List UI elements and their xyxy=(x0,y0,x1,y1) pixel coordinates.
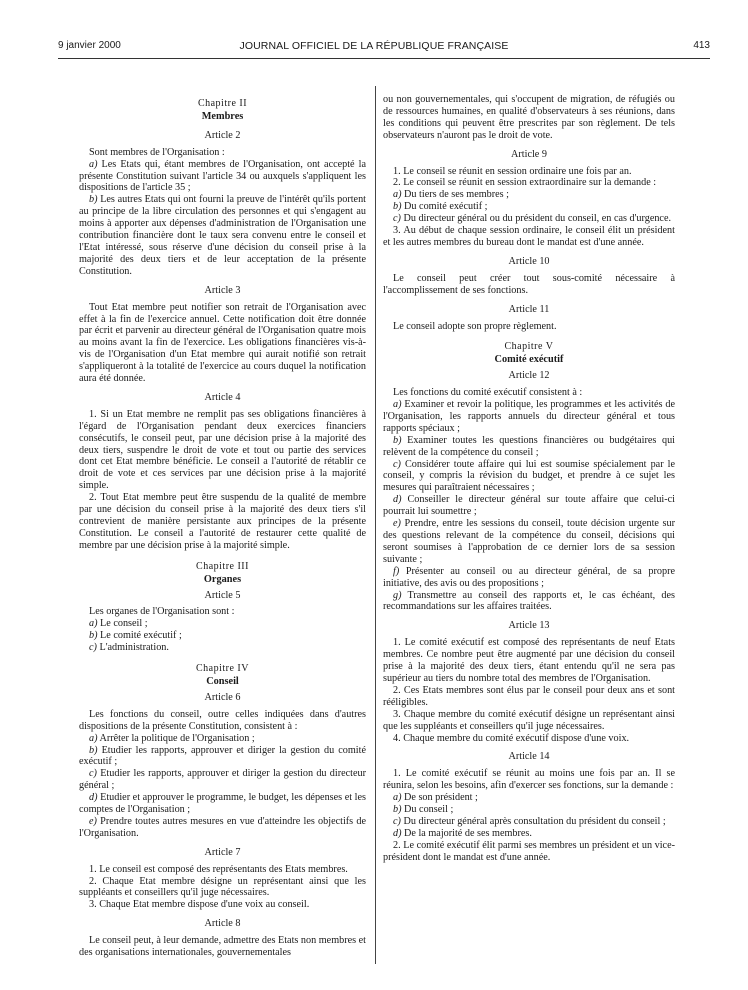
list-item: a) Du tiers de ses membres ; xyxy=(393,189,510,201)
list-item: c) Du directeur général après consultation du président du conseil ; xyxy=(393,815,666,827)
chapter-title: Membres xyxy=(201,110,244,122)
list-item: b) Examiner toutes les questions financières ou budgétaires qui relèvent de la compétence du conseil ; xyxy=(383,434,675,458)
list-item: a) Les Etats qui, étant membres de l'Organisation, ont accepté la présente Constitution suivant l'article 34 ou auxquels s'appliquent les dispositions de l'article 35 ; xyxy=(79,158,366,194)
list-item: d) De la majorité de ses membres. xyxy=(393,827,532,839)
paragraph: ou non gouvernementales, qui s'occupent de migration, de réfugiés ou de ressources humaines, en qualité d'observateurs à ses réunions, dans les conditions qui peuvent être prescrites par son règlement. De tels observateurs n'auront pas le droit de vote. xyxy=(383,94,675,141)
list-item: a) Arrêter la politique de l'Organisation ; xyxy=(89,732,255,744)
article-heading: Article 3 xyxy=(204,284,241,296)
paragraph: Les organes de l'Organisation sont : xyxy=(89,606,235,618)
paragraph: Le conseil peut, à leur demande, admettre des Etats non membres et des organisations internationales, gouvernementales xyxy=(79,935,366,959)
list-item: e) Prendre, entre les sessions du conseil, toute décision urgente sur des questions relevant de la compétence du conseil, décisions qui seront soumises à l'approbation de ce dernier lors de sa session suivante ; xyxy=(383,518,675,565)
list-item: a) Examiner et revoir la politique, les programmes et les activités de l'Organisation, les rapports annuels du directeur général et tous rapports spéciaux ; xyxy=(383,399,675,434)
chapter-title: Organes xyxy=(203,573,242,585)
article-heading: Article 13 xyxy=(508,620,550,632)
list-item: d) Conseiller le directeur général sur toute affaire que celui-ci pourrait lui soumettre ; xyxy=(383,494,675,518)
list-item: g) Transmettre au conseil des rapports et, le cas échéant, des recommandations sur les affaires traitées. xyxy=(383,589,675,613)
right-column xyxy=(383,94,675,864)
paragraph: 3. Chaque membre du comité exécutif désigne un représentant ainsi que les suppléants et conseillers qu'il juge nécessaires. xyxy=(383,708,675,732)
paragraph: 2. Tout Etat membre peut être suspendu de la qualité de membre par une décision du conseil prise à la majorité des deux tiers s'il contrevient de manière persistante aux principes de la présente Constitution. Le conseil a l'autorité de restaurer cette qualité de membre par une décision prise à la majorité simple. xyxy=(79,492,366,551)
chapter-title: Comité exécutif xyxy=(494,354,564,366)
paragraph: 3. Au début de chaque session ordinaire, le conseil élit un président et les autres membres du bureau dont le mandat est d'une année. xyxy=(383,225,675,248)
paragraph: 1. Le conseil se réunit en session ordinaire une fois par an. xyxy=(393,165,632,177)
paragraph: Sont membres de l'Organisation : xyxy=(89,146,225,158)
paragraph: 1. Le comité exécutif est composé des représentants de neuf Etats membres. Ce nombre peut être augmenté par une décision du conseil prise à la majorité des deux tiers, étant entendu qu'il ne sera pas supérieur au tiers du nombre total des membres de l'Organisation. xyxy=(383,637,675,684)
paragraph: 2. Le conseil se réunit en session extraordinaire sur la demande : xyxy=(393,177,657,189)
list-item: d) Etudier et approuver le programme, le budget, les dépenses et les comptes de l'Organisation ; xyxy=(79,792,366,816)
paragraph: 3. Chaque Etat membre dispose d'une voix au conseil. xyxy=(89,899,310,911)
paragraph: Le conseil adopte son propre règlement. xyxy=(393,320,557,332)
list-item: c) Considérer toute affaire qui lui est soumise spécialement par le conseil, y compris la révision du budget, et prendre à ce sujet les mesures qui paraîtraient nécessaires ; xyxy=(383,458,675,494)
article-heading: Article 4 xyxy=(204,391,241,403)
paragraph: 1. Le conseil est composé des représentants des Etats membres. xyxy=(89,863,348,875)
list-item: c) Etudier les rapports, approuver et diriger la gestion du directeur général ; xyxy=(79,768,366,792)
paragraph: Les fonctions du comité exécutif consistent à : xyxy=(393,387,583,399)
list-item: b) Les autres Etats qui ont fourni la preuve de l'intérêt qu'ils portent au principe de la libre circulation des personnes et qui s'engagent au moins à apporter aux dépenses d'administration de l'Organisation une contribution financière dont le taux sera convenu entre le conseil et l'Etat intéressé, sous réserve d'une décision du conseil prise à la majorité des deux tiers et de leur acceptation de la présente Constitution. xyxy=(79,194,366,277)
paragraph: 2. Le comité exécutif élit parmi ses membres un président et un vice-président dont le mandat est d'une année. xyxy=(383,839,675,863)
paragraph: Les fonctions du conseil, outre celles indiquées dans d'autres dispositions de la présente Constitution, consistent à : xyxy=(79,708,366,732)
list-item: b) Le comité exécutif ; xyxy=(89,630,182,642)
article-heading: Article 14 xyxy=(508,751,550,763)
chapter-heading: Chapitre III xyxy=(196,560,249,572)
article-heading: Article 5 xyxy=(204,589,241,601)
list-item: a) Le conseil ; xyxy=(89,618,148,630)
chapter-heading: Chapitre II xyxy=(197,98,248,109)
list-item: c) Du directeur général ou du président du conseil, en cas d'urgence. xyxy=(393,213,672,225)
header-rule xyxy=(58,58,710,59)
list-item: e) Prendre toutes autres mesures en vue d'atteindre les objectifs de l'Organisation. xyxy=(79,815,366,839)
chapter-heading: Chapitre IV xyxy=(196,663,249,675)
list-item: b) Etudier les rapports, approuver et diriger la gestion du comité exécutif ; xyxy=(79,744,366,768)
page-number: 413 xyxy=(693,40,710,51)
list-item: f) Présenter au conseil ou au directeur général, de sa propre initiative, des avis ou des propositions ; xyxy=(383,565,675,589)
paragraph: 2. Chaque Etat membre désigne un représentant ainsi que les suppléants et conseillers qu'il juge nécessaires. xyxy=(79,875,366,899)
article-heading: Article 11 xyxy=(508,303,550,315)
chapter-heading: Chapitre V xyxy=(504,341,554,353)
article-heading: Article 7 xyxy=(204,846,241,858)
paragraph: 4. Chaque membre du comité exécutif dispose d'une voix. xyxy=(393,732,630,744)
article-heading: Article 12 xyxy=(508,370,550,382)
article-heading: Article 8 xyxy=(204,918,241,930)
page-header xyxy=(0,40,748,56)
issue-date: 9 janvier 2000 xyxy=(58,40,121,51)
article-heading: Article 10 xyxy=(508,255,550,267)
column-divider xyxy=(375,86,376,964)
paragraph: 1. Si un Etat membre ne remplit pas ses obligations financières à l'égard de l'Organisation pendant deux exercices financiers consécutifs, le conseil peut, par une décision prise à la majorité des deux tiers, suspendre le droit de vote et tout ou partie des services dont cet Etat membre bénéficie. Le conseil a l'autorité de rétablir ce droit de vote et ces services par une décision prise à la majorité simple. xyxy=(79,408,366,492)
article-heading: Article 2 xyxy=(204,129,241,141)
chapter-title: Conseil xyxy=(206,675,239,687)
article-heading: Article 6 xyxy=(204,691,241,703)
paragraph: 2. Ces Etats membres sont élus par le conseil pour deux ans et sont rééligibles. xyxy=(383,684,675,708)
list-item: c) L'administration. xyxy=(89,642,169,654)
list-item: a) De son président ; xyxy=(393,792,478,804)
paragraph: Tout Etat membre peut notifier son retrait de l'Organisation avec effet à la fin de l'exercice annuel. Cette notification doit être donnée par écrit et parvenir au directeur général de l'Organisation quatre mois au moins avant la fin de l'exercice. Les obligations financières vis-à-vis de l'Organisation d'un Etat membre qui aurait notifié son retrait s'appliqueront à la totalité de l'exercice au cours duquel la notification aura été donnée. xyxy=(79,301,366,385)
list-item: b) Du conseil ; xyxy=(393,804,454,816)
paragraph: 1. Le comité exécutif se réunit au moins une fois par an. Il se réunira, selon les besoins, afin d'exercer ses fonctions, sur la demande : xyxy=(383,768,675,792)
paragraph: Le conseil peut créer tout sous-comité nécessaire à l'accomplissement de ses fonctions. xyxy=(383,272,675,296)
journal-title: JOURNAL OFFICIEL DE LA RÉPUBLIQUE FRANÇAISE xyxy=(239,40,509,52)
list-item: b) Du comité exécutif ; xyxy=(393,201,488,213)
article-heading: Article 9 xyxy=(511,148,547,160)
left-column xyxy=(79,92,366,959)
